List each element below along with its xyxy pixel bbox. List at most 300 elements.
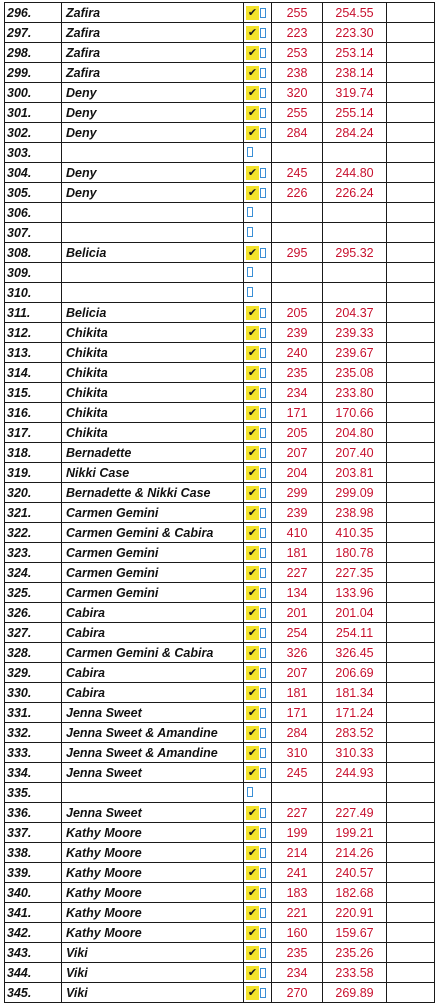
empty-cell [387,823,435,843]
row-number: 323. [5,543,62,563]
exact-value [323,263,387,283]
exact-value: 410.35 [323,523,387,543]
checkbox-cell[interactable] [244,563,272,583]
checkbox-group[interactable] [246,104,266,122]
rounded-value [272,203,323,223]
checkmark-icon[interactable]: ✔ [247,86,258,99]
checkmark-icon[interactable]: ✔ [247,506,258,519]
rounded-value: 171 [272,703,323,723]
checkmark-icon[interactable]: ✔ [247,706,258,719]
empty-cell [387,123,435,143]
checkbox-cell[interactable] [244,503,272,523]
checkbox-square-icon[interactable] [260,648,266,658]
checkbox-square-icon[interactable] [260,368,266,378]
exact-value: 310.33 [323,743,387,763]
checkbox-group[interactable] [246,984,266,1002]
table-row [5,163,435,183]
performer-name: Cabira [62,683,244,703]
row-number: 329. [5,663,62,683]
rounded-value: 270 [272,983,323,1003]
checkbox-square-icon[interactable] [260,968,266,978]
checkmark-icon[interactable]: ✔ [247,46,258,59]
checkbox-cell[interactable] [244,183,272,203]
checkbox-square-icon[interactable] [247,287,253,297]
performer-name: Kathy Moore [62,843,244,863]
checkbox-cell[interactable] [244,543,272,563]
checkbox-cell[interactable] [244,783,272,803]
checkbox-group[interactable] [246,203,253,221]
checkbox-square-icon[interactable] [260,708,266,718]
checkbox-cell[interactable] [244,403,272,423]
checkbox-group[interactable] [246,143,253,161]
checkbox-square-icon[interactable] [260,608,266,618]
checkbox-square-icon[interactable] [260,888,266,898]
checkbox-cell[interactable] [244,523,272,543]
row-number: 334. [5,763,62,783]
performer-name: Chikita [62,343,244,363]
checkbox-group[interactable] [246,864,266,882]
checkbox-group[interactable] [246,263,253,281]
checkmark-icon[interactable]: ✔ [247,106,258,119]
checkbox-group[interactable] [246,664,266,682]
row-number: 342. [5,923,62,943]
checkbox-square-icon[interactable] [260,88,266,98]
checkmark-icon[interactable]: ✔ [247,726,258,739]
table-row [5,643,435,663]
checkbox-square-icon[interactable] [260,928,266,938]
checkbox-cell[interactable] [244,623,272,643]
checkbox-cell[interactable] [244,483,272,503]
checkbox-cell[interactable] [244,323,272,343]
checkbox-square-icon[interactable] [260,668,266,678]
checkbox-group[interactable] [246,924,266,942]
checkbox-square-icon[interactable] [260,908,266,918]
checkbox-group[interactable] [246,704,266,722]
row-number: 303. [5,143,62,163]
checkmark-icon[interactable]: ✔ [247,126,258,139]
row-number: 341. [5,903,62,923]
checkbox-cell[interactable] [244,443,272,463]
checkbox-square-icon[interactable] [247,147,253,157]
checkbox-square-icon[interactable] [260,128,266,138]
performer-name [62,203,244,223]
exact-value: 233.80 [323,383,387,403]
checkbox-cell[interactable] [244,663,272,683]
checkmark-icon[interactable]: ✔ [247,406,258,419]
checkbox-square-icon[interactable] [260,48,266,58]
checkbox-group[interactable] [246,124,266,142]
checkbox-square-icon[interactable] [260,448,266,458]
checkbox-cell[interactable] [244,943,272,963]
checkbox-cell[interactable] [244,883,272,903]
checkbox-cell[interactable] [244,703,272,723]
checkbox-group[interactable] [246,824,266,842]
table-row [5,343,435,363]
checkbox-square-icon[interactable] [247,227,253,237]
performer-name: Carmen Gemini [62,563,244,583]
checkmark-icon[interactable]: ✔ [247,626,258,639]
checkbox-square-icon[interactable] [260,468,266,478]
checkbox-square-icon[interactable] [260,188,266,198]
checkmark-icon[interactable]: ✔ [247,486,258,499]
row-number: 305. [5,183,62,203]
exact-value: 299.09 [323,483,387,503]
checkbox-cell[interactable] [244,383,272,403]
checkbox-group[interactable] [246,764,266,782]
checkbox-cell[interactable] [244,463,272,483]
rounded-value: 238 [272,63,323,83]
checkbox-group[interactable] [246,64,266,82]
checkbox-cell[interactable] [244,3,272,23]
checkbox-square-icon[interactable] [260,768,266,778]
checkbox-group[interactable] [246,964,266,982]
rounded-value: 205 [272,423,323,443]
checkbox-cell[interactable] [244,163,272,183]
checkbox-cell[interactable] [244,643,272,663]
checkmark-icon[interactable]: ✔ [247,646,258,659]
exact-value: 199.21 [323,823,387,843]
checkmark-icon[interactable]: ✔ [247,426,258,439]
table-row [5,563,435,583]
performer-name: Kathy Moore [62,823,244,843]
table-row [5,263,435,283]
table-row [5,583,435,603]
checkbox-group[interactable] [246,164,266,182]
checkmark-icon[interactable]: ✔ [247,246,258,259]
checkbox-group[interactable] [246,244,266,262]
checkmark-icon[interactable]: ✔ [247,986,258,999]
checkbox-cell[interactable] [244,603,272,623]
checkbox-group[interactable] [246,464,266,482]
table-row [5,243,435,263]
checkbox-square-icon[interactable] [260,248,266,258]
empty-cell [387,23,435,43]
rounded-value: 201 [272,603,323,623]
checkbox-cell[interactable] [244,143,272,163]
rounded-value: 239 [272,503,323,523]
checkbox-cell[interactable] [244,863,272,883]
checkbox-group[interactable] [246,324,266,342]
performer-name: Zafira [62,3,244,23]
rounded-value: 299 [272,483,323,503]
checkbox-cell[interactable] [244,23,272,43]
performer-name: Cabira [62,603,244,623]
rounded-value: 255 [272,103,323,123]
performer-name: Viki [62,943,244,963]
checkbox-square-icon[interactable] [260,728,266,738]
exact-value: 239.67 [323,343,387,363]
checkbox-group[interactable] [246,384,266,402]
checkbox-group[interactable] [246,684,266,702]
rounded-value: 204 [272,463,323,483]
performer-name [62,263,244,283]
checkbox-cell[interactable] [244,763,272,783]
checkbox-group[interactable] [246,564,266,582]
checkbox-square-icon[interactable] [260,948,266,958]
checkmark-icon[interactable]: ✔ [247,906,258,919]
checkmark-icon[interactable]: ✔ [247,66,258,79]
checkbox-group[interactable] [246,783,253,801]
checkbox-square-icon[interactable] [247,207,253,217]
table-row [5,303,435,323]
checkbox-square-icon[interactable] [260,868,266,878]
checkmark-icon[interactable]: ✔ [247,806,258,819]
checkmark-icon[interactable]: ✔ [247,946,258,959]
checkbox-group[interactable] [246,223,253,241]
checkmark-icon[interactable]: ✔ [247,346,258,359]
row-number: 330. [5,683,62,703]
performer-name: Deny [62,183,244,203]
checkbox-square-icon[interactable] [260,548,266,558]
checkmark-icon[interactable]: ✔ [247,186,258,199]
rounded-value: 295 [272,243,323,263]
checkbox-group[interactable] [246,504,266,522]
checkbox-group[interactable] [246,804,266,822]
checkmark-icon[interactable]: ✔ [247,686,258,699]
empty-cell [387,523,435,543]
checkmark-icon[interactable]: ✔ [247,386,258,399]
rounded-value: 226 [272,183,323,203]
checkbox-square-icon[interactable] [260,588,266,598]
checkmark-icon[interactable]: ✔ [247,6,258,19]
checkmark-icon[interactable]: ✔ [247,606,258,619]
checkbox-cell[interactable] [244,923,272,943]
checkbox-group[interactable] [246,544,266,562]
exact-value [323,203,387,223]
rounded-value: 253 [272,43,323,63]
table-row [5,543,435,563]
checkbox-square-icon[interactable] [260,28,266,38]
table-row [5,483,435,503]
performer-name: Chikita [62,323,244,343]
checkbox-group[interactable] [246,24,266,42]
checkmark-icon[interactable]: ✔ [247,766,258,779]
checkbox-cell[interactable] [244,843,272,863]
checkbox-cell[interactable] [244,123,272,143]
checkbox-cell[interactable] [244,903,272,923]
checkbox-square-icon[interactable] [260,508,266,518]
checkbox-cell[interactable] [244,203,272,223]
checkbox-cell[interactable] [244,743,272,763]
checkbox-cell[interactable] [244,803,272,823]
checkbox-group[interactable] [246,484,266,502]
performer-name: Carmen Gemini [62,583,244,603]
row-number: 338. [5,843,62,863]
checkbox-square-icon[interactable] [260,988,266,998]
checkmark-icon[interactable]: ✔ [247,446,258,459]
checkbox-group[interactable] [246,724,266,742]
performer-name [62,283,244,303]
checkbox-group[interactable] [246,404,266,422]
checkbox-group[interactable] [246,524,266,542]
table-row [5,943,435,963]
checkbox-square-icon[interactable] [260,348,266,358]
exact-value: 255.14 [323,103,387,123]
checkbox-group[interactable] [246,844,266,862]
checkbox-square-icon[interactable] [247,787,253,797]
checkbox-group[interactable] [246,344,266,362]
row-number: 337. [5,823,62,843]
table-row [5,423,435,443]
checkbox-square-icon[interactable] [260,328,266,338]
checkbox-group[interactable] [246,584,266,602]
checkbox-cell[interactable] [244,63,272,83]
exact-value: 253.14 [323,43,387,63]
checkmark-icon[interactable]: ✔ [247,666,258,679]
table-row [5,683,435,703]
performer-name: Belicia [62,303,244,323]
checkmark-icon[interactable]: ✔ [247,366,258,379]
checkmark-icon[interactable]: ✔ [247,466,258,479]
checkbox-cell[interactable] [244,103,272,123]
checkbox-group[interactable] [246,644,266,662]
checkbox-cell[interactable] [244,983,272,1003]
checkbox-cell[interactable] [244,303,272,323]
checkmark-icon[interactable]: ✔ [247,586,258,599]
checkmark-icon[interactable]: ✔ [247,566,258,579]
exact-value [323,783,387,803]
checkbox-square-icon[interactable] [260,488,266,498]
checkbox-cell[interactable] [244,223,272,243]
checkbox-cell[interactable] [244,723,272,743]
checkbox-cell[interactable] [244,343,272,363]
rounded-value: 245 [272,163,323,183]
performer-name: Jenna Sweet [62,763,244,783]
checkmark-icon[interactable]: ✔ [247,866,258,879]
checkmark-icon[interactable]: ✔ [247,166,258,179]
checkbox-cell[interactable] [244,823,272,843]
row-number: 308. [5,243,62,263]
row-number: 326. [5,603,62,623]
checkbox-square-icon[interactable] [260,8,266,18]
exact-value: 326.45 [323,643,387,663]
exact-value: 180.78 [323,543,387,563]
checkbox-group[interactable] [246,84,266,102]
checkbox-group[interactable] [246,283,253,301]
checkbox-group[interactable] [246,604,266,622]
checkbox-cell[interactable] [244,963,272,983]
checkbox-square-icon[interactable] [260,68,266,78]
performer-name: Chikita [62,363,244,383]
checkbox-group[interactable] [246,884,266,902]
rounded-value: 284 [272,723,323,743]
exact-value: 159.67 [323,923,387,943]
checkmark-icon[interactable]: ✔ [247,326,258,339]
table-row [5,983,435,1003]
checkbox-square-icon[interactable] [260,428,266,438]
checkmark-icon[interactable]: ✔ [247,526,258,539]
checkbox-cell[interactable] [244,243,272,263]
checkbox-square-icon[interactable] [260,688,266,698]
exact-value [323,223,387,243]
exact-value: 240.57 [323,863,387,883]
row-number: 304. [5,163,62,183]
table-row [5,223,435,243]
rounded-value: 160 [272,923,323,943]
row-number: 332. [5,723,62,743]
checkbox-group[interactable] [246,444,266,462]
checkmark-icon[interactable]: ✔ [247,966,258,979]
table-row [5,83,435,103]
performer-name: Zafira [62,63,244,83]
checkbox-group[interactable] [246,4,266,22]
exact-value: 223.30 [323,23,387,43]
table-row [5,143,435,163]
checkbox-group[interactable] [246,904,266,922]
checkbox-square-icon[interactable] [260,628,266,638]
empty-cell [387,143,435,163]
performer-name: Deny [62,123,244,143]
checkbox-square-icon[interactable] [260,748,266,758]
checkbox-cell[interactable] [244,83,272,103]
checkbox-cell[interactable] [244,683,272,703]
row-number: 299. [5,63,62,83]
checkbox-cell[interactable] [244,283,272,303]
checkbox-cell[interactable] [244,423,272,443]
checkbox-square-icon[interactable] [247,267,253,277]
exact-value: 235.26 [323,943,387,963]
checkmark-icon[interactable]: ✔ [247,886,258,899]
row-number: 310. [5,283,62,303]
checkmark-icon[interactable]: ✔ [247,546,258,559]
checkbox-cell[interactable] [244,263,272,283]
checkbox-cell[interactable] [244,363,272,383]
row-number: 344. [5,963,62,983]
checkbox-square-icon[interactable] [260,388,266,398]
checkbox-group[interactable] [246,364,266,382]
rounded-value [272,283,323,303]
checkmark-icon[interactable]: ✔ [247,846,258,859]
checkbox-square-icon[interactable] [260,528,266,538]
checkbox-group[interactable] [246,44,266,62]
row-number: 328. [5,643,62,663]
checkmark-icon[interactable]: ✔ [247,746,258,759]
rounded-value: 410 [272,523,323,543]
checkbox-square-icon[interactable] [260,828,266,838]
checkbox-cell[interactable] [244,583,272,603]
checkbox-group[interactable] [246,624,266,642]
rounded-value: 207 [272,663,323,683]
checkbox-group[interactable] [246,304,266,322]
row-number: 302. [5,123,62,143]
checkbox-cell[interactable] [244,43,272,63]
checkbox-group[interactable] [246,744,266,762]
checkbox-group[interactable] [246,424,266,442]
exact-value [323,143,387,163]
empty-cell [387,83,435,103]
checkmark-icon[interactable]: ✔ [247,926,258,939]
checkbox-square-icon[interactable] [260,408,266,418]
checkmark-icon[interactable]: ✔ [247,26,258,39]
checkbox-group[interactable] [246,184,266,202]
checkbox-group[interactable] [246,944,266,962]
checkbox-square-icon[interactable] [260,168,266,178]
exact-value: 201.04 [323,603,387,623]
checkbox-square-icon[interactable] [260,108,266,118]
checkbox-square-icon[interactable] [260,568,266,578]
checkmark-icon[interactable]: ✔ [247,826,258,839]
checkbox-square-icon[interactable] [260,848,266,858]
empty-cell [387,403,435,423]
table-row [5,743,435,763]
checkbox-square-icon[interactable] [260,808,266,818]
rounded-value: 254 [272,623,323,643]
performer-name: Chikita [62,403,244,423]
checkmark-icon[interactable]: ✔ [247,306,258,319]
rounded-value: 134 [272,583,323,603]
checkbox-square-icon[interactable] [260,308,266,318]
row-number: 339. [5,863,62,883]
